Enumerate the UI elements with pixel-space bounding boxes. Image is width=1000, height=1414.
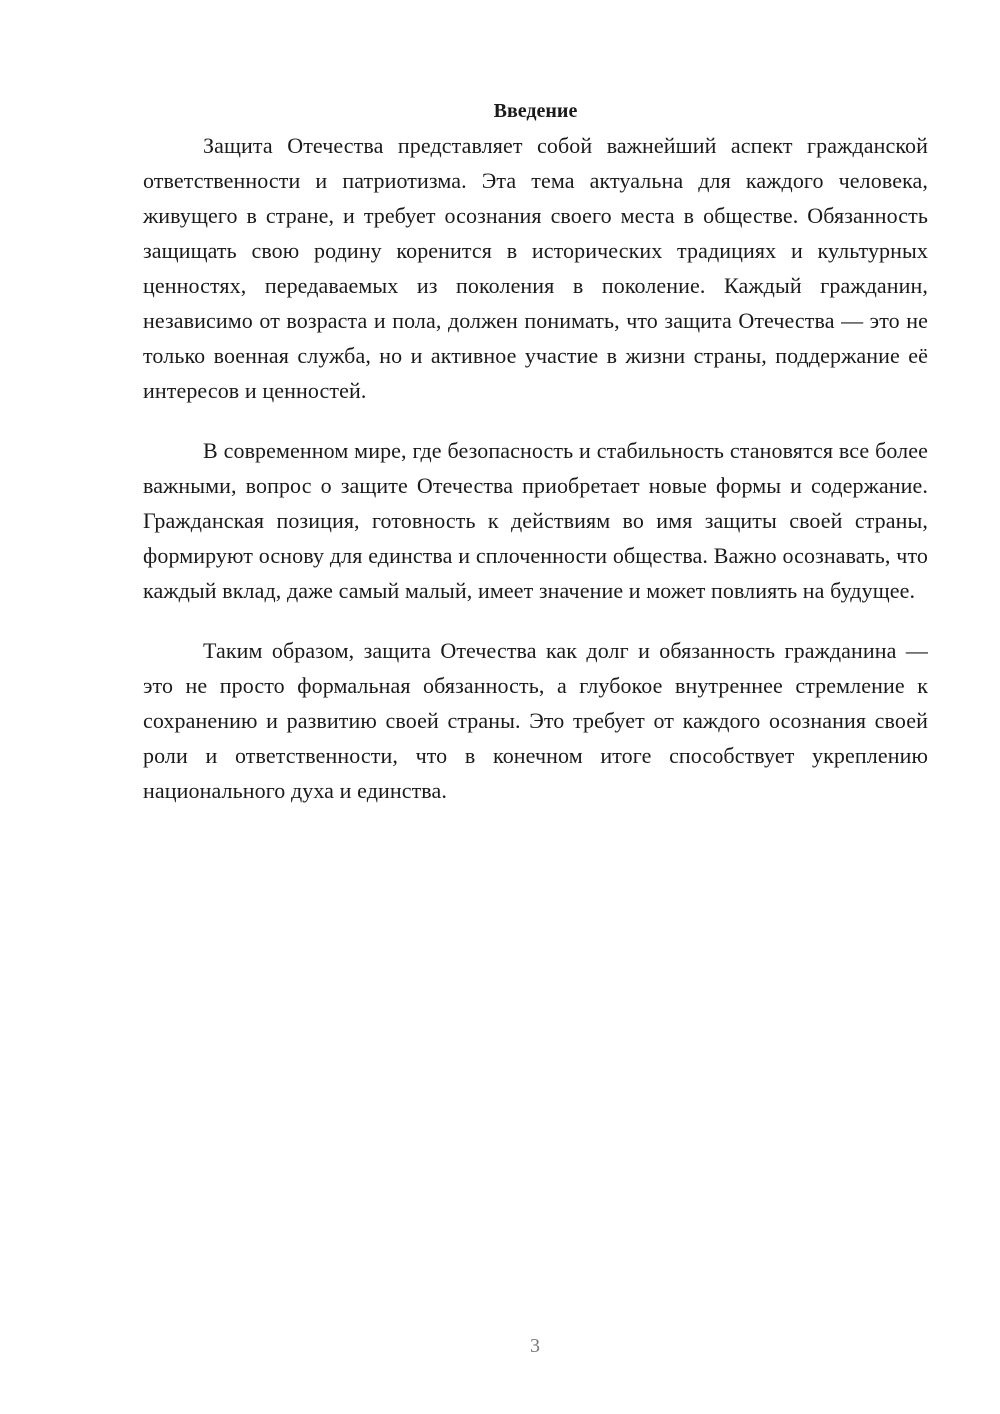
paragraph-3: Таким образом, защита Отечества как долг и обязанность гражданина — это не просто формальная обязанность, а глубокое внутреннее стремление к сохранению и развитию своей страны. Это требует от каждого осознания своей роли и ответственности, что в конечном итоге способствует укреплению национального духа и единства. (143, 638, 928, 803)
paragraph-2: В современном мире, где безопасность и стабильность становятся все более важными, вопрос о защите Отечества приобретает новые формы и содержание. Гражданская позиция, готовность к действиям во имя защиты своей страны, формируют основу для единства и сплоченности общества. Важно осознавать, что каждый вклад, даже самый малый, имеет значение и может повлиять на будущее. (143, 438, 928, 603)
paragraph-1: Защита Отечества представляет собой важнейший аспект гражданской ответственности и патриотизма. Эта тема актуальна для каждого человека, живущего в стране, и требует осознания своего места в обществе. Обязанность защищать свою родину коренится в исторических традициях и культурных ценностях, передаваемых из поколения в поколение. Каждый гражданин, независимо от возраста и пола, должен понимать, что защита Отечества — это не только военная служба, но и активное участие в жизни страны, поддержание её интересов и ценностей. (143, 133, 928, 403)
page-number: 3 (530, 1335, 540, 1357)
page-content (143, 95, 928, 833)
section-title: Введение (493, 100, 578, 122)
